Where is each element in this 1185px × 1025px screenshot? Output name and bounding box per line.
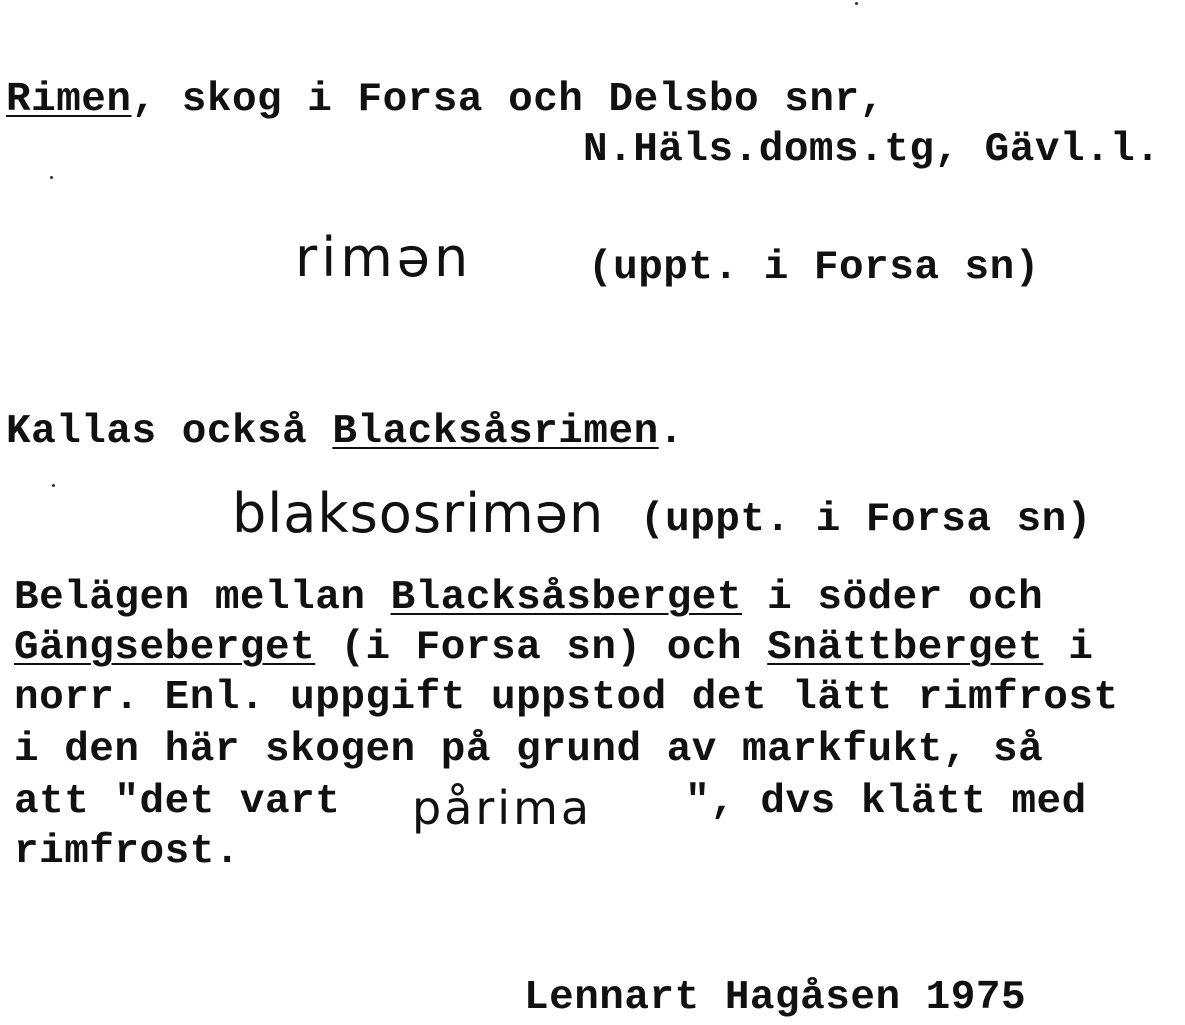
alias-line <box>6 406 684 458</box>
scan-speck <box>52 484 55 487</box>
place-name: Rimen <box>6 77 132 123</box>
scan-speck <box>855 2 858 5</box>
signature: Lennart Hagåsen 1975 <box>524 975 1027 1021</box>
alias-name: Blacksåsrimen <box>332 409 659 455</box>
description-text: att "det vart <box>14 779 366 825</box>
header-line-2: N.Häls.doms.tg, Gävl.l. <box>583 127 1161 173</box>
description-line-5 <box>14 776 365 828</box>
alias-prefix: Kallas också <box>6 409 333 455</box>
handwritten-pronunciation-rimen: rimən <box>295 226 473 289</box>
description-text: i <box>1043 625 1094 671</box>
pronunciation-note-1: (uppt. i Forsa sn) <box>588 245 1040 291</box>
place-name-blacksasberget: Blacksåsberget <box>390 575 743 621</box>
handwritten-word-parima: pårima <box>412 781 593 835</box>
pronunciation-note-2: (uppt. i Forsa sn) <box>640 497 1092 543</box>
description-text: (i Forsa sn) och <box>315 625 768 671</box>
header-line-1 <box>6 74 885 126</box>
description-line-3: norr. Enl. uppgift uppstod det lätt rimfrost <box>14 675 1119 721</box>
scan-speck <box>50 176 53 179</box>
place-name-snattberget: Snättberget <box>767 625 1044 671</box>
alias-suffix: . <box>658 409 684 455</box>
description-text: Belägen mellan <box>14 575 391 621</box>
description-line-2 <box>14 622 1094 674</box>
description-line-5-end: ", dvs klätt med <box>660 779 1087 825</box>
handwritten-pronunciation-blacksasrimen: blaksosrimən <box>232 482 605 545</box>
description-line-4: i den här skogen på grund av markfukt, så <box>14 727 1044 773</box>
description-line-6: rimfrost. <box>14 829 240 875</box>
place-description: , skog i Forsa och Delsbo snr, <box>131 77 885 123</box>
place-name-gangseberget: Gängseberget <box>14 625 316 671</box>
description-text: i söder och <box>742 575 1044 621</box>
description-line-1 <box>14 572 1043 624</box>
